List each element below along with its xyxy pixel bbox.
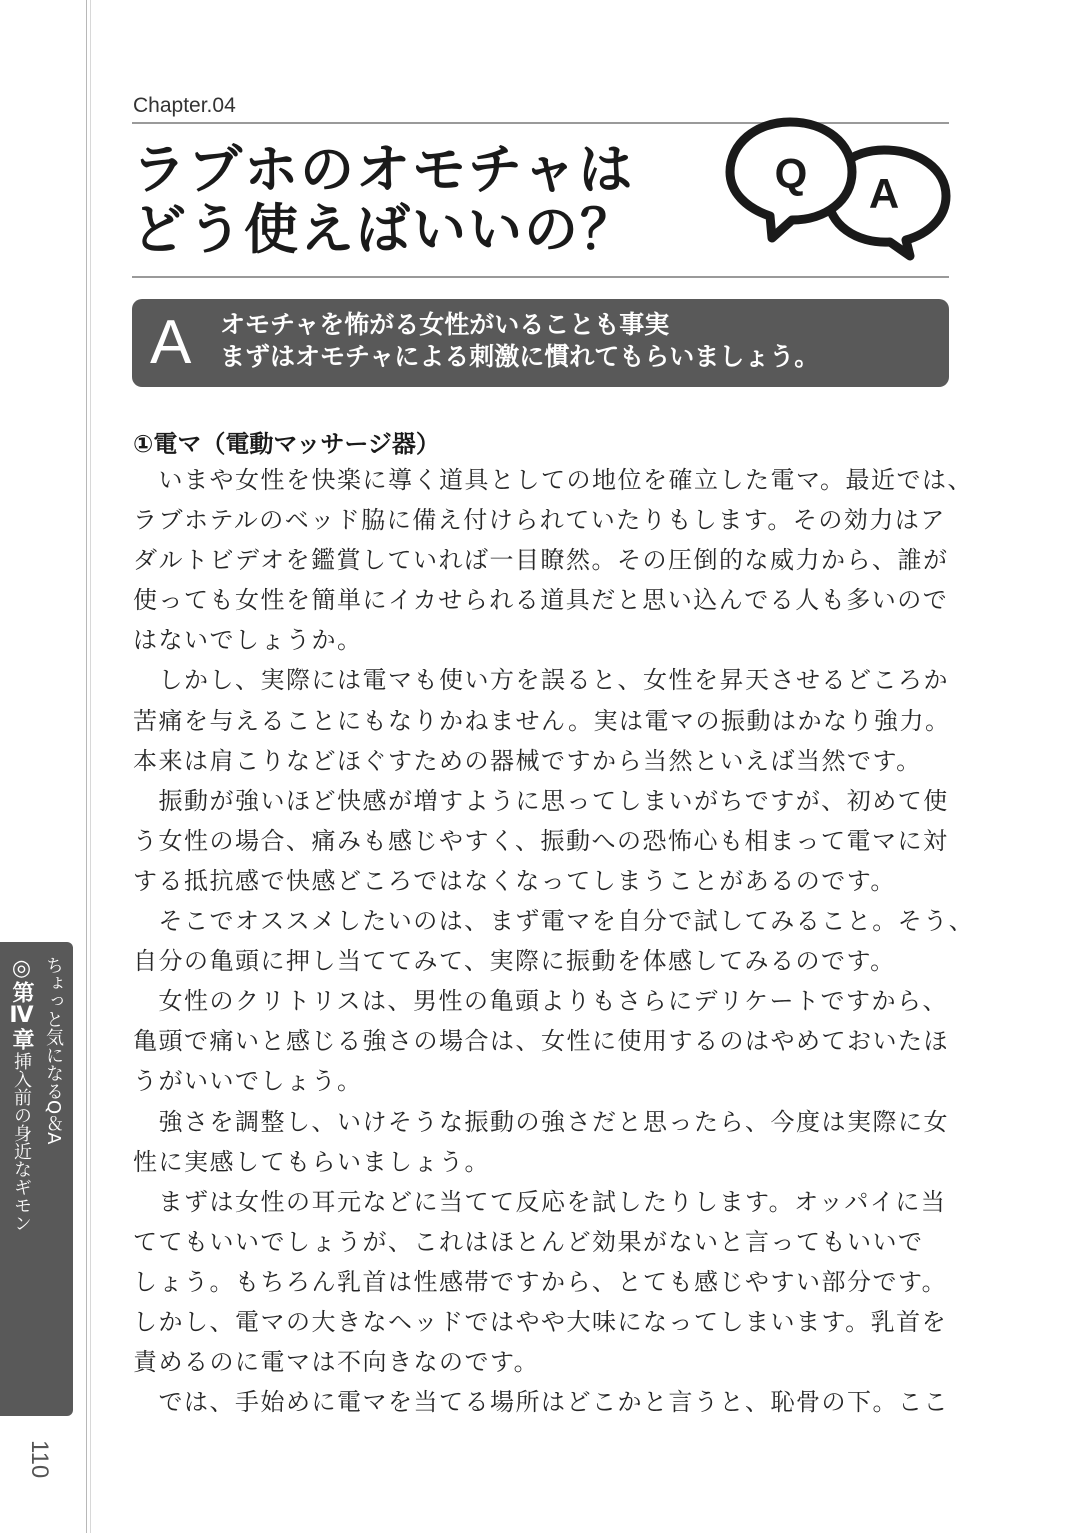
page-number: 110 [26,1440,53,1479]
body-line: しょう。もちろん乳首は性感帯ですから、とても感じやすい部分です。 [133,1267,948,1296]
body-line: 苦痛を与えることにもなりかねません。実は電マの振動はかなり強力。 [133,706,951,735]
qa-speech-bubbles-icon [724,114,954,264]
side-tab-title: 挿入前の身近なギモン [11,1052,32,1232]
answer-line-2: まずはオモチャによる刺激に慣れてもらいましょう。 [220,342,820,371]
title-line-2: どう使えばいいの？ [132,198,636,261]
answer-text [220,309,819,373]
title-line-1: ラブホのオモチャは [132,138,635,201]
body-line: 責めるのに電マは不向きなのです。 [133,1348,540,1377]
gutter-line [90,0,91,1533]
body-line: まずは女性の耳元などに当てて反応を試したりします。オッパイに当 [133,1187,947,1216]
chapter-label: Chapter.04 [133,94,236,117]
body-line: いまや女性を快楽に導く道具としての地位を確立した電マ。最近では、 [133,466,974,494]
body-line: する抵抗感で快感どころではなくなってしまうことがあるのです。 [133,866,896,895]
body-line: では、手始めに電マを当てる場所はどこかと言うと、恥骨の下。ここ [133,1388,949,1417]
chapter-side-tab [0,942,73,1416]
body-line: ててもいいでしょうが、これはほとんど効果がないと言ってもいいで [133,1227,924,1256]
body-line: しかし、電マの大きなヘッドではやや大味になってしまいます。乳首を [133,1307,948,1336]
body-line: う女性の場合、痛みも感じやすく、振動への恐怖心も相まって電マに対 [133,826,949,855]
body-line: 女性のクリトリスは、男性の亀頭よりもさらにデリケートですから、 [133,987,949,1016]
body-line: 本来は肩こりなどほぐすための器械ですから当然といえば当然です。 [133,746,922,775]
section-heading: ①電マ（電動マッサージ器） [133,430,440,458]
body-line: そこでオススメしたいのは、まず電マを自分で試してみること。そう、 [133,907,975,936]
body-line: 強さを調整し、いけそうな振動の強さだと思ったら、今度は実際に女 [133,1107,949,1136]
body-line: ダルトビデオを鑑賞していれば一目瞭然。その圧倒的な威力から、誰が [133,546,949,575]
body-line: 振動が強いほど快感が増すように思ってしまいがちですが、初めて使 [133,786,949,815]
body-line: 使っても女性を簡単にイカせられる道具だと思い込んでる人も多いので [133,586,949,615]
answer-letter: A [150,308,192,377]
body-line: 亀頭で痛いと感じる強さの場合は、女性に使用するのはやめておいたほ [133,1027,949,1056]
side-tab-subtitle: ちょっと気になるQ＆A [43,956,64,1145]
answer-box [132,299,949,387]
answer-line-1: オモチャを怖がる女性がいることも事実 [220,310,670,339]
page-title [132,140,712,260]
body-line: うがいいでしょう。 [133,1067,363,1096]
body-line: 自分の亀頭に押し当ててみて、実際に振動を体感してみるのです。 [133,947,896,976]
q-letter: Q [774,150,808,197]
side-tab-title-block [10,956,32,1232]
body-line: しかし、実際には電マも使い方を誤ると、女性を昇天させるどころか [133,666,949,695]
side-tab-chapter: ◎第Ⅳ章 [9,956,34,1050]
bottom-rule [132,276,949,278]
body-line: はないでしょうか。 [133,626,363,655]
body-line: ラブホテルのベッド脇に備え付けられていたりもします。その効力はア [133,506,946,535]
body-text [133,460,975,1422]
gutter-line [86,0,87,1533]
a-letter: A [868,170,900,217]
body-line: 性に実感してもらいましょう。 [133,1147,490,1176]
